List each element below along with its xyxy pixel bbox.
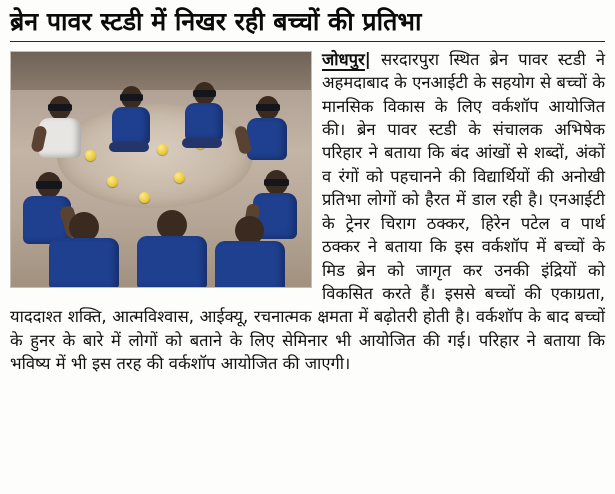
- child-figure: [41, 212, 127, 288]
- workshop-photo: [10, 51, 312, 288]
- ball-icon: [174, 172, 185, 183]
- blindfold-icon: [264, 179, 289, 186]
- child-figure: [243, 96, 293, 170]
- child-figure: [181, 82, 229, 148]
- ball-icon: [139, 192, 150, 203]
- dateline-separator: |: [364, 49, 371, 69]
- child-figure: [33, 96, 87, 166]
- article-text: सरदारपुरा स्थित ब्रेन पावर स्टडी ने अहमदाबाद के एनआईटी के सहयोग से बच्चों के मानसिक विकास के लिए वर्कशॉप आयोजित की। ब्रेन पावर स्टडी के संचालक अभिषेक परिहार ने बताया कि बंद आंखों से शब्दों, अंकों व रंगों को पहचानने की विद्यार्थियों की अनोखी प्रतिभा लोगों को हैरत में डाल रही है। एनआईटी के ट्रेनर चिराग ठक्कर, हिरेन पटेल व पार्थ ठक्कर ने बताया कि इस वर्कशॉप में बच्चों के मिड ब्रेन को जागृत कर उनकी इंद्रियों को विकसित करते हैं। इससे बच्चों की एकाग्रता, याददाश्त शक्ति, आत्मविश्वास, आईक्यू, रचनात्मक क्षमता में बढ़ोतरी होती है। वर्कशॉप के बाद बच्चों के हुनर के बारे में लोगों को बताने के लिए सेमिनार भी आयोजित की गई। परिहार ने बताया कि भविष्य में भी इस तरह की वर्कशॉप आयोजित की जाएगी।: [10, 49, 605, 374]
- dateline-city: जोधपुर: [322, 49, 365, 69]
- blindfold-icon: [48, 104, 72, 111]
- dateline: [322, 50, 371, 71]
- child-torso: [247, 118, 287, 160]
- article-body: [10, 48, 605, 376]
- headline-divider: [10, 41, 605, 42]
- photo-wall: [11, 52, 311, 90]
- child-torso: [112, 107, 150, 145]
- ball-icon: [157, 144, 168, 155]
- child-leg: [109, 142, 149, 152]
- blindfold-icon: [256, 104, 280, 111]
- child-leg: [182, 138, 222, 148]
- blindfold-icon: [36, 181, 62, 189]
- child-figure: [211, 216, 293, 288]
- blindfold-icon: [193, 90, 216, 97]
- child-torso: [185, 103, 223, 141]
- blindfold-icon: [120, 94, 143, 101]
- child-torso: [137, 236, 207, 288]
- child-figure: [107, 86, 155, 152]
- ball-icon: [107, 176, 118, 187]
- page-title: ब्रेन पावर स्टडी में निखर रही बच्चों की प्रतिभा: [10, 7, 422, 36]
- child-torso: [49, 238, 119, 288]
- child-figure: [131, 210, 213, 288]
- child-torso: [215, 241, 285, 288]
